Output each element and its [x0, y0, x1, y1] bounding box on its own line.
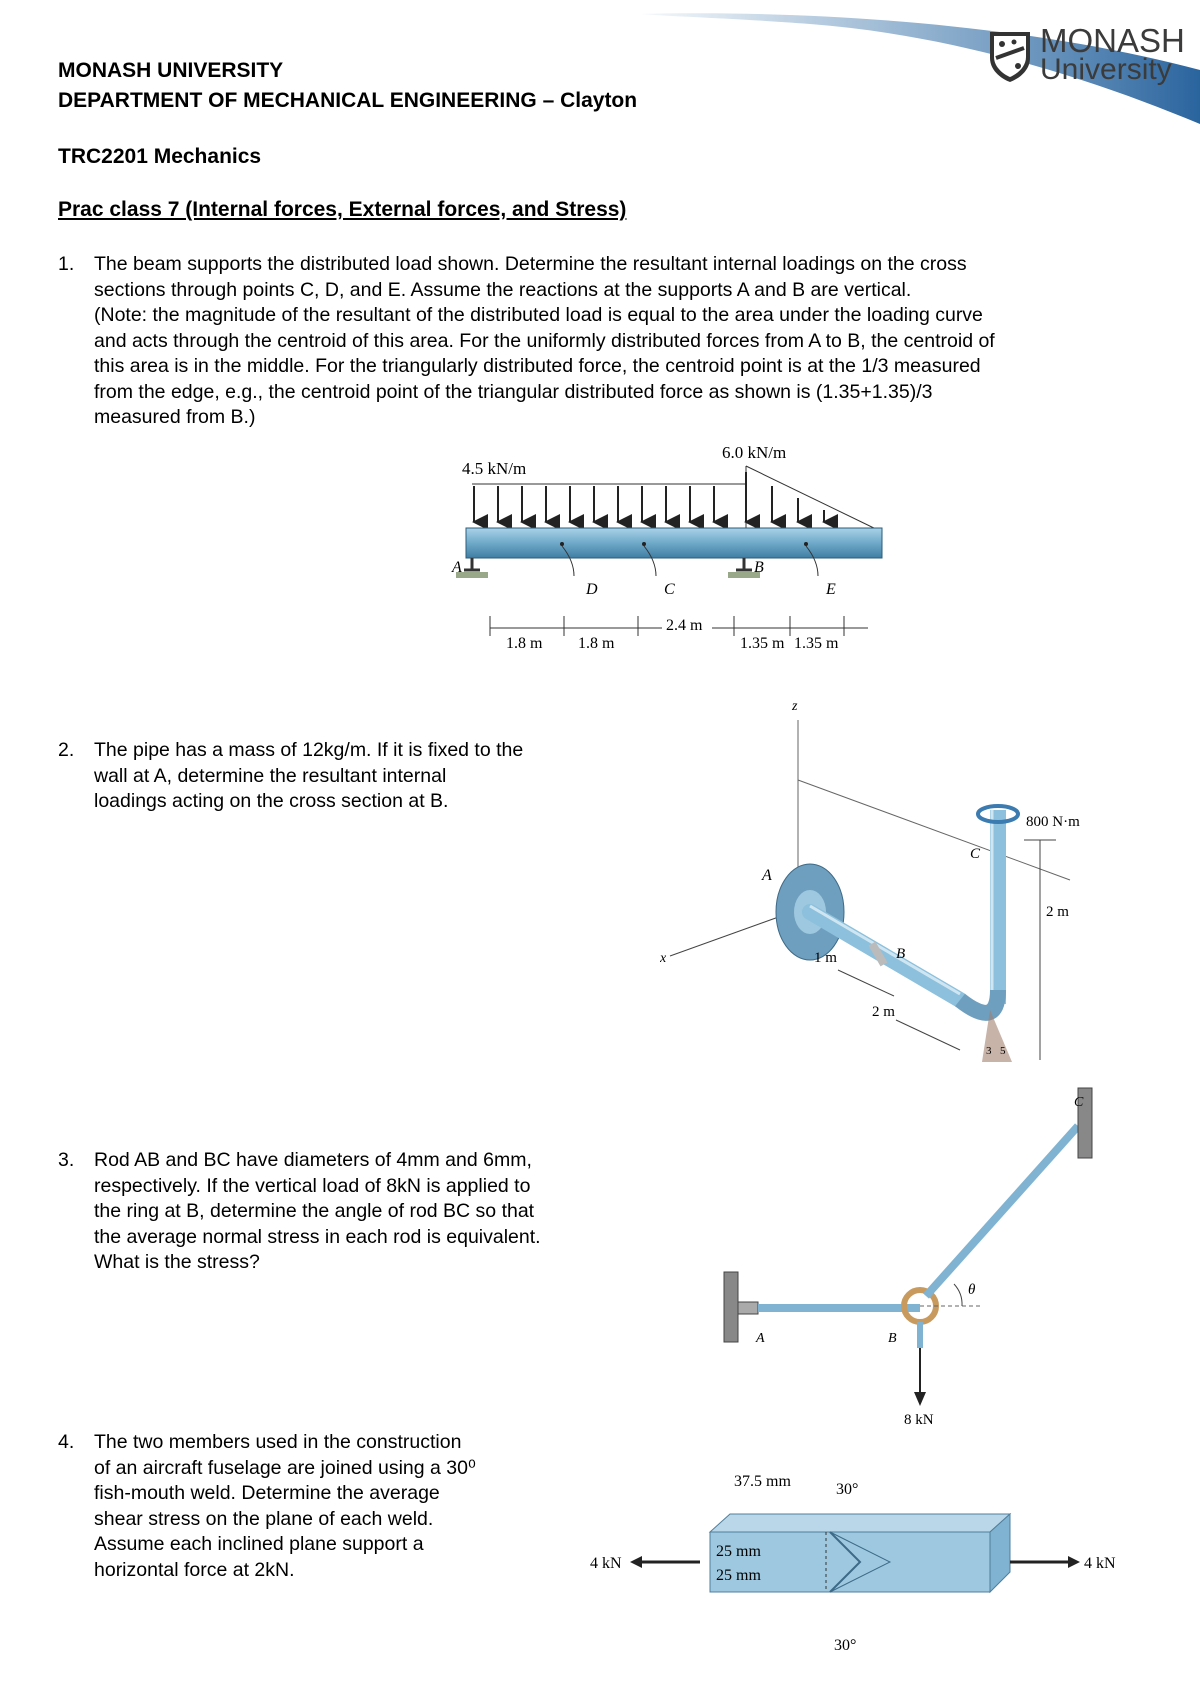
shield-icon — [986, 28, 1034, 84]
question-line: from the edge, e.g., the centroid point of the triangular distributed force as shown is (1.35+1.35)/3 — [94, 380, 933, 403]
question-number: 4. — [58, 1431, 75, 1453]
question-line: respectively. If the vertical load of 8kN is applied to — [94, 1174, 531, 1197]
question-4 — [58, 1430, 618, 1583]
label-b: B — [896, 946, 906, 962]
logo-text-university: University — [1040, 53, 1172, 86]
department-name: DEPARTMENT OF MECHANICAL ENGINEERING – Clayton — [58, 89, 638, 112]
prac-title: Prac class 7 (Internal forces, External forces, and Stress) — [58, 198, 627, 221]
question-line: What is the stress? — [94, 1251, 260, 1273]
angle-theta: θ — [968, 1282, 976, 1298]
question-line: Assume each inclined plane support a — [94, 1533, 424, 1555]
angle-bottom: 30° — [834, 1637, 857, 1654]
question-line: wall at A, determine the resultant internal — [94, 764, 447, 787]
force-right: 4 kN — [1084, 1555, 1116, 1572]
question-line: (Note: the magnitude of the resultant of the distributed load is equal to the area under the loading curve — [94, 304, 983, 326]
dim-4: 1.35 m — [740, 635, 785, 652]
question-line: this area is in the middle. For the triangularly distributed force, the centroid point is at the 1/3 measured — [94, 355, 981, 377]
logo-text-monash: MONASH — [1040, 22, 1185, 59]
label-c: C — [1074, 1095, 1084, 1110]
question-line: fish-mouth weld. Determine the average — [94, 1482, 440, 1504]
height-2: 25 mm — [716, 1567, 761, 1584]
question-line: of an aircraft fuselage are joined using a 30⁰ — [94, 1456, 476, 1479]
dim-5: 1.35 m — [794, 635, 839, 652]
question-line: shear stress on the plane of each weld. — [94, 1507, 434, 1530]
question-number: 3. — [58, 1149, 75, 1171]
figure-pipe — [660, 690, 1100, 1070]
question-line: the average normal stress in each rod is equivalent. — [94, 1225, 541, 1248]
question-number: 2. — [58, 739, 75, 761]
label-a: A — [762, 867, 772, 884]
axis-x: x — [660, 951, 667, 966]
question-3 — [58, 1148, 638, 1276]
label-b: B — [888, 1331, 897, 1346]
force-left: 4 kN — [590, 1555, 622, 1572]
slope-3: 3 — [986, 1045, 992, 1057]
label-a: A — [756, 1331, 765, 1346]
label-c: C — [970, 846, 981, 862]
question-line: The two members used in the construction — [94, 1431, 462, 1453]
question-line: The beam supports the distributed load shown. Determine the resultant internal loadings on the cross — [94, 253, 967, 275]
question-line: measured from B.) — [94, 406, 256, 428]
dim-2m: 2 m — [872, 1004, 895, 1020]
load-label: 8 kN — [904, 1412, 934, 1428]
label-e: E — [826, 581, 836, 598]
load-arrows — [474, 472, 824, 522]
question-line: Rod AB and BC have diameters of 4mm and 6mm, — [94, 1149, 532, 1171]
dim-1: 1.8 m — [506, 635, 543, 652]
width-label: 37.5 mm — [734, 1473, 791, 1490]
label-b: B — [754, 559, 764, 576]
angle-top: 30° — [836, 1481, 859, 1498]
axis-z: z — [792, 699, 798, 714]
figure-beam — [450, 436, 890, 656]
moment-label: 800 N·m — [1026, 814, 1080, 830]
dim-2: 1.8 m — [578, 635, 615, 652]
question-1 — [58, 252, 1178, 431]
beam — [466, 528, 882, 558]
question-2 — [58, 738, 618, 815]
label-c: C — [664, 581, 675, 598]
question-line: loadings acting on the cross section at B. — [94, 790, 449, 812]
figure-weld — [590, 1460, 1130, 1660]
dim-2m-vertical: 2 m — [1046, 904, 1069, 920]
question-line: the ring at B, determine the angle of rod BC so that — [94, 1200, 535, 1222]
question-line: horizontal force at 2kN. — [94, 1558, 295, 1581]
label-a: A — [452, 559, 462, 576]
question-line: and acts through the centroid of this area. For the uniformly distributed forces from A to B, the centroid of — [94, 329, 995, 352]
university-name: MONASH UNIVERSITY — [58, 59, 284, 82]
dim-3: 2.4 m — [666, 617, 703, 634]
label-d: D — [586, 581, 598, 598]
load-left-label: 4.5 kN/m — [462, 459, 527, 478]
slope-5: 5 — [1000, 1045, 1006, 1057]
question-line: sections through points C, D, and E. Assume the reactions at the supports A and B are vertical. — [94, 278, 912, 301]
load-right-label: 6.0 kN/m — [722, 443, 787, 462]
question-line: The pipe has a mass of 12kg/m. If it is fixed to the — [94, 739, 524, 761]
course-title: TRC2201 Mechanics — [58, 145, 262, 168]
figure-rods — [710, 1080, 1130, 1430]
height-1: 25 mm — [716, 1543, 761, 1560]
question-number: 1. — [58, 253, 75, 275]
university-logo — [986, 22, 1186, 88]
dim-1m: 1 m — [814, 950, 837, 966]
